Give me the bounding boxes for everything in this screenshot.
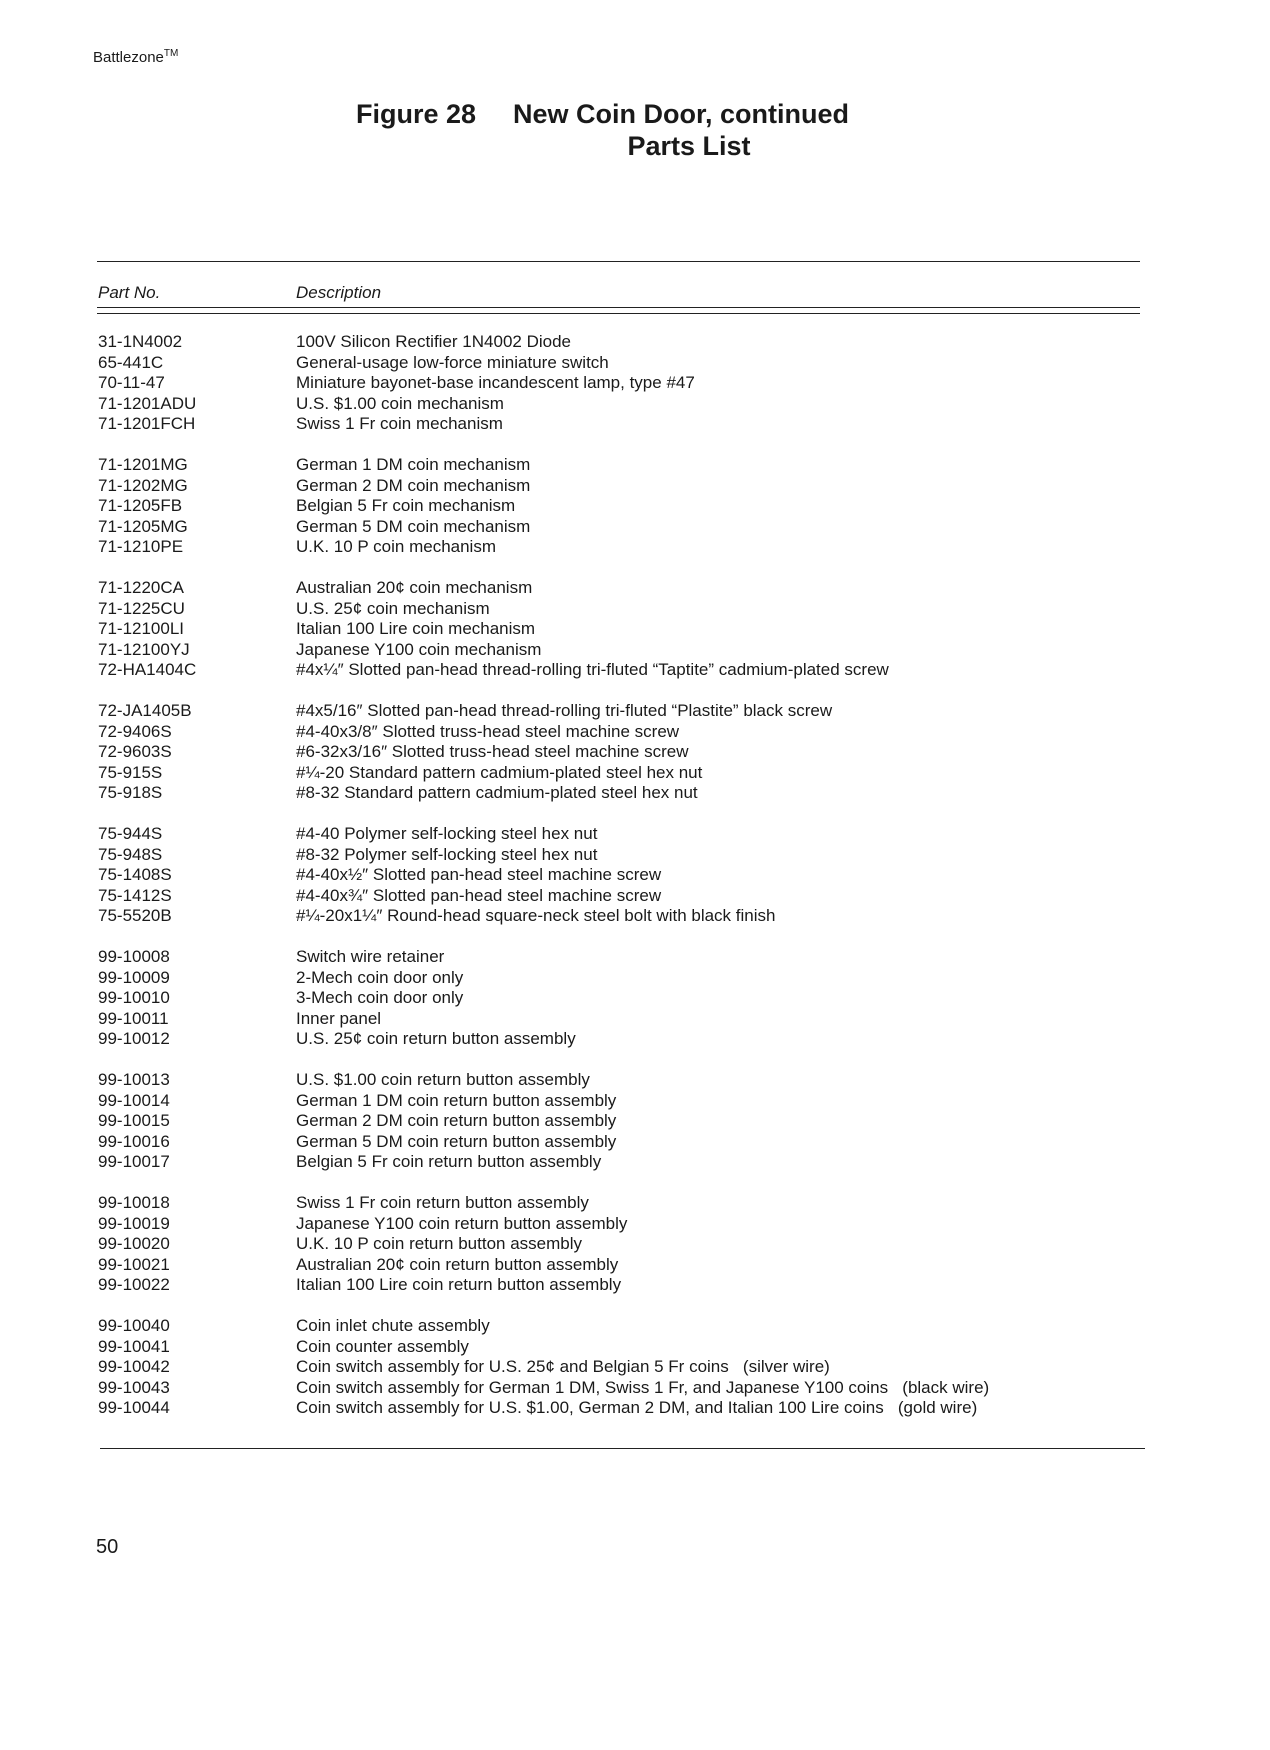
parts-group [98,947,1148,1050]
part-description: U.S. 25¢ coin return button assembly [296,1029,576,1048]
part-number: 71-1202MG [98,475,188,495]
part-description: U.S. $1.00 coin return button assembly [296,1070,590,1089]
table-row [98,1316,1148,1337]
part-description: Coin counter assembly [296,1336,469,1356]
part-number: 99-10013 [98,1070,170,1089]
table-row [98,1214,1148,1235]
part-number: 71-1205MG [98,516,188,536]
part-description: Miniature bayonet-base incandescent lamp, type #47 [296,373,695,392]
table-row [98,1234,1148,1255]
part-description: Coin switch assembly for U.S. $1.00, German 2 DM, and Italian 100 Lire coins (gold wire) [296,1398,978,1417]
part-description: Coin switch assembly for U.S. 25¢ and Belgian 5 Fr coins (silver wire) [296,1357,830,1376]
part-description: German 5 DM coin mechanism [296,516,531,536]
table-row [98,722,1148,743]
part-number: 99-10020 [98,1234,170,1253]
table-row [98,947,1148,968]
table-row [98,1193,1148,1214]
product-name: Battlezone [93,49,164,66]
table-top-rule [97,261,1140,262]
column-header-description: Description [296,283,382,302]
table-row [98,763,1148,784]
part-description: #¼-20x1¼″ Round-head square-neck steel bolt with black finish [296,906,776,925]
part-number: 72-JA1405B [98,701,192,720]
part-number: 65-441C [98,352,164,372]
part-number: 99-10008 [98,947,170,966]
table-row [98,496,1148,517]
part-number: 99-10012 [98,1029,170,1048]
part-number: 71-1201ADU [98,393,197,413]
part-description: #4-40 Polymer self-locking steel hex nut [296,824,598,843]
part-description: #4-40x3/8″ Slotted truss-head steel machine screw [296,721,680,741]
part-description: Australian 20¢ coin mechanism [296,578,533,597]
part-number: 99-10040 [98,1316,170,1335]
table-row [98,701,1148,722]
part-number: 72-HA1404C [98,660,197,679]
part-description: Inner panel [296,1008,382,1028]
table-row [98,394,1148,415]
table-row [98,1009,1148,1030]
part-number: 99-10010 [98,988,170,1007]
part-number: 99-10021 [98,1254,170,1274]
parts-group [98,701,1148,804]
part-description: Switch wire retainer [296,947,445,966]
table-row [98,1398,1148,1419]
table-row [98,1357,1148,1378]
part-description: Japanese Y100 coin mechanism [296,639,542,659]
parts-group [98,1316,1148,1419]
part-description: #4-40x¾″ Slotted pan-head steel machine screw [296,885,662,905]
part-number: 99-10044 [98,1398,170,1417]
part-description: Coin switch assembly for German 1 DM, Swiss 1 Fr, and Japanese Y100 coins (black wire) [296,1377,990,1397]
part-description: #¼-20 Standard pattern cadmium-plated steel hex nut [296,762,703,782]
part-description: German 1 DM coin mechanism [296,455,531,474]
part-number: 99-10011 [98,1008,169,1028]
parts-group [98,824,1148,927]
part-description: #4x¼″ Slotted pan-head thread-rolling tri-fluted “Taptite” cadmium-plated screw [296,660,889,679]
part-description: Italian 100 Lire coin return button assembly [296,1275,622,1294]
part-number: 72-9406S [98,721,172,741]
part-description: U.S. 25¢ coin mechanism [296,598,490,618]
part-number: 99-10014 [98,1090,170,1110]
table-row [98,742,1148,763]
part-number: 99-10015 [98,1111,170,1130]
part-description: U.K. 10 P coin return button assembly [296,1234,583,1253]
part-number: 75-1412S [98,885,172,905]
table-row [98,845,1148,866]
part-description: 3-Mech coin door only [296,988,464,1007]
table-row [98,640,1148,661]
part-number: 99-10009 [98,967,170,987]
table-row [98,599,1148,620]
part-number: 99-10043 [98,1377,170,1397]
parts-list [98,332,1148,1439]
parts-group [98,1070,1148,1173]
table-row [98,1255,1148,1276]
part-description: Belgian 5 Fr coin return button assembly [296,1152,602,1171]
table-row [98,824,1148,845]
table-row [98,537,1148,558]
running-header [93,48,178,66]
part-number: 75-915S [98,762,163,782]
part-description: German 1 DM coin return button assembly [296,1090,617,1110]
part-number: 99-10041 [98,1336,170,1356]
part-number: 71-1201FCH [98,414,196,433]
part-description: German 2 DM coin mechanism [296,475,531,495]
parts-group [98,455,1148,558]
header-rule-upper [97,307,1140,308]
part-description: Swiss 1 Fr coin return button assembly [296,1193,589,1212]
part-number: 71-12100YJ [98,639,190,659]
title-line-1: New Coin Door, continued [513,99,849,129]
parts-group [98,332,1148,435]
part-description: #4x5/16″ Slotted pan-head thread-rolling tri-fluted “Plastite” black screw [296,701,833,720]
parts-group [98,1193,1148,1296]
table-row [98,455,1148,476]
table-row [98,1337,1148,1358]
part-number: 99-10042 [98,1357,170,1376]
table-row [98,578,1148,599]
figure-number: Figure 28 [356,99,477,129]
part-number: 99-10019 [98,1213,170,1233]
column-header-part-no: Part No. [98,283,161,302]
part-number: 99-10018 [98,1193,170,1212]
table-row [98,906,1148,927]
trademark-mark: TM [163,48,179,59]
part-number: 71-12100LI [98,619,185,638]
page-number: 50 [96,1536,119,1558]
page-title [356,98,865,162]
table-row [98,353,1148,374]
table-bottom-rule [100,1448,1145,1449]
part-number: 71-1205FB [98,496,183,515]
part-description: Belgian 5 Fr coin mechanism [296,496,516,515]
part-description: German 5 DM coin return button assembly [296,1131,617,1151]
part-description: Coin inlet chute assembly [296,1316,490,1335]
part-number: 71-1225CU [98,598,185,618]
table-row [98,373,1148,394]
table-row [98,783,1148,804]
part-description: Italian 100 Lire coin mechanism [296,619,536,638]
title-line-2: Parts List [627,131,751,161]
part-number: 71-1210PE [98,537,184,556]
table-row [98,1152,1148,1173]
table-row [98,1275,1148,1296]
parts-group [98,578,1148,681]
part-number: 75-948S [98,844,163,864]
part-number: 99-10022 [98,1275,170,1294]
part-number: 70-11-47 [98,373,165,392]
part-description: Japanese Y100 coin return button assembly [296,1213,628,1233]
part-description: U.S. $1.00 coin mechanism [296,393,504,413]
table-row [98,1070,1148,1091]
part-description: #8-32 Standard pattern cadmium-plated steel hex nut [296,783,698,802]
table-row [98,619,1148,640]
table-row [98,1132,1148,1153]
table-row [98,332,1148,353]
part-description: 100V Silicon Rectifier 1N4002 Diode [296,332,571,351]
part-number: 72-9603S [98,742,172,761]
part-number: 75-918S [98,783,163,802]
part-description: #8-32 Polymer self-locking steel hex nut [296,844,598,864]
table-row [98,886,1148,907]
table-row [98,1378,1148,1399]
table-row [98,1091,1148,1112]
part-description: German 2 DM coin return button assembly [296,1111,617,1130]
part-description: Australian 20¢ coin return button assembly [296,1254,619,1274]
table-row [98,1029,1148,1050]
table-row [98,517,1148,538]
part-number: 71-1201MG [98,455,188,474]
table-row [98,660,1148,681]
part-description: #4-40x½″ Slotted pan-head steel machine screw [296,865,662,884]
table-row [98,968,1148,989]
part-number: 75-1408S [98,865,172,884]
part-description: 2-Mech coin door only [296,967,464,987]
table-row [98,865,1148,886]
part-number: 99-10016 [98,1131,170,1151]
table-row [98,988,1148,1009]
part-number: 75-5520B [98,906,172,925]
header-rule-lower [97,313,1140,314]
table-row [98,1111,1148,1132]
part-description: General-usage low-force miniature switch [296,352,609,372]
part-description: Swiss 1 Fr coin mechanism [296,414,503,433]
table-row [98,476,1148,497]
part-description: U.K. 10 P coin mechanism [296,537,496,556]
part-number: 31-1N4002 [98,332,183,351]
part-description: #6-32x3/16″ Slotted truss-head steel machine screw [296,742,689,761]
part-number: 75-944S [98,824,163,843]
part-number: 71-1220CA [98,578,185,597]
part-number: 99-10017 [98,1152,170,1171]
table-row [98,414,1148,435]
